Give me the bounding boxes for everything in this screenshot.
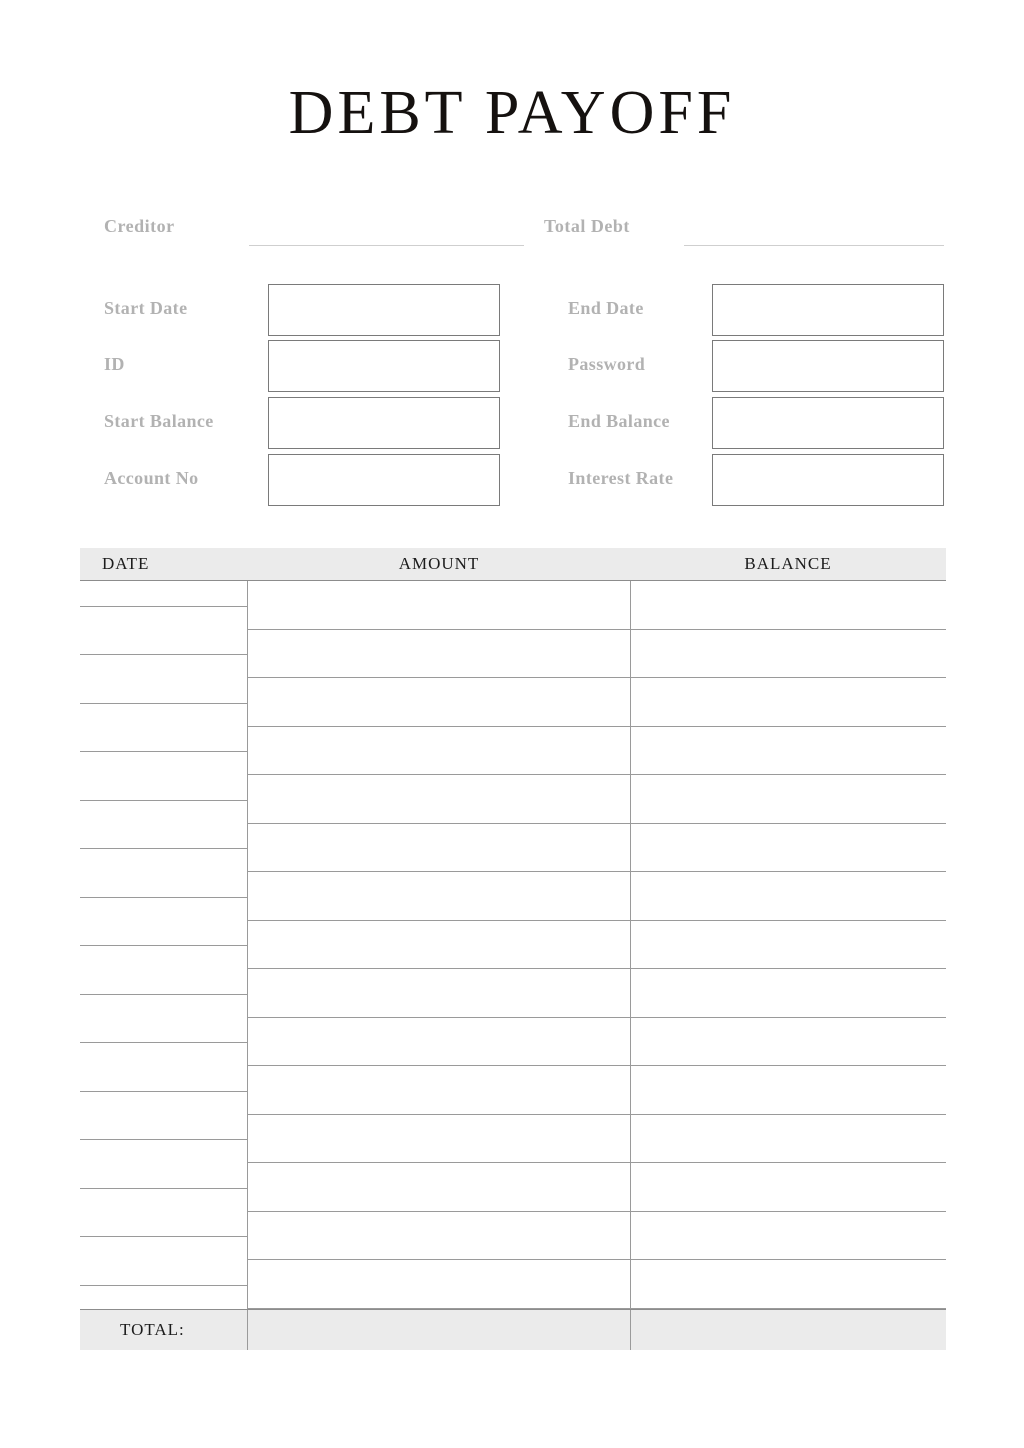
- cell-balance[interactable]: [630, 872, 946, 921]
- field-start-date-label: Start Date: [104, 298, 188, 318]
- cell-date[interactable]: [80, 1066, 248, 1115]
- cell-balance[interactable]: [630, 775, 946, 824]
- ledger-body: [80, 581, 946, 1309]
- cell-date[interactable]: [80, 1115, 248, 1164]
- cell-balance[interactable]: [630, 630, 946, 679]
- cell-date[interactable]: [80, 1018, 248, 1067]
- table-row: [80, 581, 946, 630]
- table-row: [80, 1115, 946, 1164]
- ledger-header-row: [80, 548, 946, 581]
- field-end-date: [544, 284, 944, 336]
- field-account-no-label: Account No: [104, 468, 199, 488]
- field-start-balance: [80, 397, 500, 449]
- cell-date[interactable]: [80, 872, 248, 921]
- cell-date[interactable]: [80, 969, 248, 1018]
- cell-date[interactable]: [80, 581, 248, 630]
- field-account-no-input[interactable]: [268, 454, 500, 506]
- field-end-balance-input[interactable]: [712, 397, 944, 449]
- field-interest-rate-input[interactable]: [712, 454, 944, 506]
- cell-amount[interactable]: [248, 581, 630, 630]
- field-id-label: ID: [104, 354, 125, 374]
- cell-amount[interactable]: [248, 969, 630, 1018]
- field-password: [544, 340, 944, 392]
- column-header-date: DATE: [102, 554, 150, 573]
- field-total-debt-label: Total Debt: [544, 216, 630, 236]
- field-password-input[interactable]: [712, 340, 944, 392]
- cell-amount[interactable]: [248, 1115, 630, 1164]
- table-row: [80, 1163, 946, 1212]
- cell-balance[interactable]: [630, 678, 946, 727]
- cell-balance[interactable]: [630, 969, 946, 1018]
- field-interest-rate: [544, 454, 944, 506]
- cell-amount[interactable]: [248, 1212, 630, 1261]
- cell-date[interactable]: [80, 824, 248, 873]
- table-row: [80, 969, 946, 1018]
- table-row: [80, 1018, 946, 1067]
- ledger-table: [80, 548, 946, 1350]
- ledger-total-row: [80, 1309, 946, 1350]
- column-header-balance: BALANCE: [744, 554, 832, 573]
- cell-balance[interactable]: [630, 824, 946, 873]
- field-interest-rate-label: Interest Rate: [568, 468, 674, 488]
- field-account-no: [80, 454, 500, 506]
- cell-balance[interactable]: [630, 1212, 946, 1261]
- cell-date[interactable]: [80, 1212, 248, 1261]
- column-header-amount: AMOUNT: [398, 554, 480, 573]
- field-end-balance-label: End Balance: [568, 411, 670, 431]
- cell-date[interactable]: [80, 727, 248, 776]
- table-row: [80, 921, 946, 970]
- cell-date[interactable]: [80, 1163, 248, 1212]
- table-row: [80, 775, 946, 824]
- top-fields-row: [80, 214, 944, 248]
- table-row: [80, 1260, 946, 1309]
- detail-fields-grid: [80, 284, 944, 514]
- field-id-input[interactable]: [268, 340, 500, 392]
- cell-amount[interactable]: [248, 1260, 630, 1309]
- table-row: [80, 1212, 946, 1261]
- table-row: [80, 678, 946, 727]
- cell-balance[interactable]: [630, 921, 946, 970]
- cell-balance[interactable]: [630, 1260, 946, 1309]
- field-creditor[interactable]: [104, 214, 524, 248]
- table-row: [80, 824, 946, 873]
- cell-date[interactable]: [80, 678, 248, 727]
- cell-date[interactable]: [80, 1260, 248, 1309]
- table-row: [80, 872, 946, 921]
- field-creditor-underline: [249, 245, 524, 246]
- cell-amount[interactable]: [248, 630, 630, 679]
- cell-balance[interactable]: [630, 581, 946, 630]
- field-start-date-input[interactable]: [268, 284, 500, 336]
- field-start-date: [80, 284, 500, 336]
- cell-amount[interactable]: [248, 1163, 630, 1212]
- cell-balance[interactable]: [630, 1163, 946, 1212]
- cell-amount[interactable]: [248, 1018, 630, 1067]
- field-id: [80, 340, 500, 392]
- table-row: [80, 1066, 946, 1115]
- cell-date[interactable]: [80, 775, 248, 824]
- cell-amount[interactable]: [248, 872, 630, 921]
- cell-amount[interactable]: [248, 678, 630, 727]
- cell-amount[interactable]: [248, 824, 630, 873]
- cell-amount[interactable]: [248, 727, 630, 776]
- field-password-label: Password: [568, 354, 646, 374]
- page-title: DEBT PAYOFF: [288, 79, 736, 147]
- total-balance-cell[interactable]: [630, 1310, 946, 1350]
- field-total-debt-underline: [684, 245, 944, 246]
- field-creditor-label: Creditor: [104, 216, 175, 236]
- cell-balance[interactable]: [630, 1018, 946, 1067]
- table-row: [80, 727, 946, 776]
- field-end-balance: [544, 397, 944, 449]
- cell-amount[interactable]: [248, 775, 630, 824]
- field-total-debt[interactable]: [544, 214, 944, 248]
- total-amount-cell[interactable]: [248, 1310, 630, 1350]
- total-label: TOTAL:: [80, 1310, 248, 1350]
- field-end-date-label: End Date: [568, 298, 644, 318]
- field-start-balance-input[interactable]: [268, 397, 500, 449]
- field-start-balance-label: Start Balance: [104, 411, 214, 431]
- field-end-date-input[interactable]: [712, 284, 944, 336]
- cell-balance[interactable]: [630, 1066, 946, 1115]
- cell-date[interactable]: [80, 630, 248, 679]
- cell-amount[interactable]: [248, 1066, 630, 1115]
- cell-amount[interactable]: [248, 921, 630, 970]
- cell-balance[interactable]: [630, 1115, 946, 1164]
- cell-date[interactable]: [80, 921, 248, 970]
- cell-balance[interactable]: [630, 727, 946, 776]
- table-row: [80, 630, 946, 679]
